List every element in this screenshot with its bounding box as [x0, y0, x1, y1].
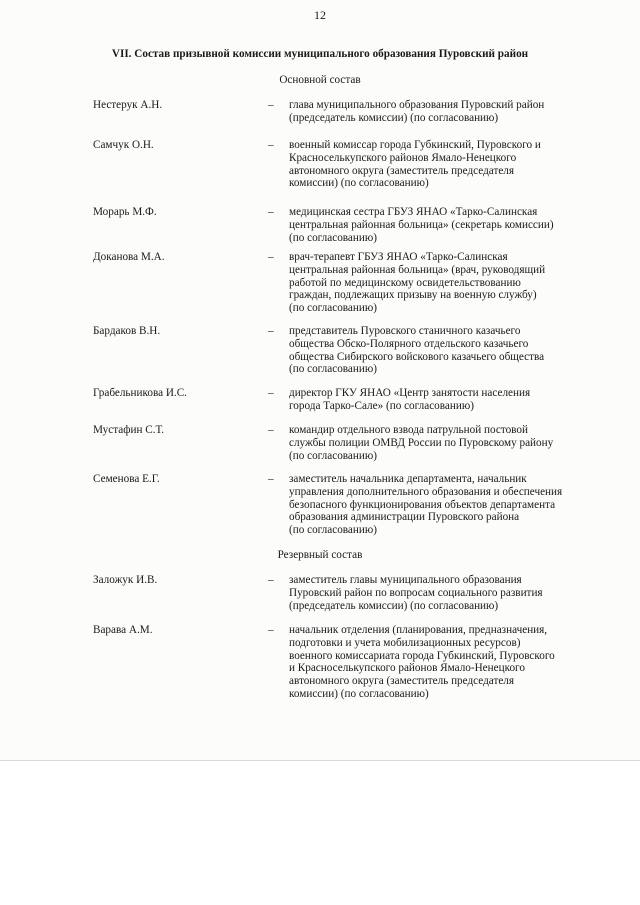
description-line: комиссии) (по согласованию)	[289, 177, 429, 190]
description-line: автономного округа (заместитель председателя	[289, 164, 515, 177]
member-description	[289, 251, 609, 315]
description-line: Пуровский район по вопросам социального развития	[289, 586, 543, 599]
description-line: командир отдельного взвода патрульной постовой	[289, 424, 528, 436]
member-name: Самчук О.Н.	[93, 139, 154, 151]
description-line: и Красноселькупского районов Ямало-Ненецкого	[289, 662, 525, 675]
member-dash: –	[268, 139, 274, 151]
member-name: Доканова М.А.	[93, 251, 165, 263]
description-line: военного комиссариата города Губкинский, Пуровского	[289, 649, 555, 662]
description-line: города Тарко-Сале» (по согласованию)	[289, 399, 474, 412]
description-line: (председатель комиссии) (по согласованию)	[289, 599, 499, 612]
description-line: заместитель начальника департамента, начальник	[289, 473, 527, 485]
description-line: центральная районная больница» (секретарь комиссии)	[289, 218, 554, 231]
member-dash: –	[268, 387, 274, 399]
member-description	[289, 99, 609, 125]
description-line: безопасного функционирования объектов департамента	[289, 498, 556, 511]
description-line: Красноселькупского районов Ямало-Ненецкого	[289, 151, 517, 164]
description-line: глава муниципального образования Пуровский район	[289, 99, 545, 111]
description-line: медицинская сестра ГБУЗ ЯНАО «Тарко-Салинская	[289, 206, 538, 218]
document-title: VII. Состав призывной комиссии муниципального образования Пуровский район	[111, 48, 529, 60]
member-dash: –	[268, 99, 274, 111]
description-line: граждан, подлежащих призыву на военную службу)	[289, 289, 537, 302]
description-line: военный комиссар города Губкинский, Пуровского и	[289, 139, 541, 151]
member-name: Грабельникова И.С.	[93, 387, 187, 399]
description-line: (по согласованию)	[289, 524, 377, 537]
description-line: начальник отделения (планирования, предназначения,	[289, 624, 548, 636]
description-line: службы полиции ОМВД России по Пуровскому району	[289, 436, 554, 449]
description-line: врач-терапевт ГБУЗ ЯНАО «Тарко-Салинская	[289, 251, 508, 263]
member-dash: –	[268, 325, 274, 337]
member-description	[289, 206, 609, 244]
member-name: Заложук И.В.	[93, 574, 158, 586]
member-description	[289, 624, 609, 701]
member-description	[289, 473, 609, 537]
description-line: (по согласованию)	[289, 302, 377, 315]
description-line: представитель Пуровского станичного казачьего	[289, 325, 521, 337]
description-line: комиссии) (по согласованию)	[289, 687, 429, 700]
description-line: (председатель комиссии) (по согласованию)	[289, 111, 499, 124]
member-dash: –	[268, 624, 274, 636]
description-line: подготовки и учета мобилизационных ресурсов)	[289, 636, 521, 649]
member-description	[289, 387, 609, 413]
description-line: (по согласованию)	[289, 231, 377, 244]
member-name: Морарь М.Ф.	[93, 206, 157, 218]
member-name: Семенова Е.Г.	[93, 473, 160, 485]
description-line: общества Сибирского войскового казачьего общества	[289, 350, 545, 363]
member-description	[289, 424, 609, 462]
member-dash: –	[268, 251, 274, 263]
member-name: Бардаков В.Н.	[93, 325, 161, 337]
description-line: управления дополнительного образования и обеспечения	[289, 485, 563, 498]
description-line: заместитель главы муниципального образования	[289, 574, 522, 586]
member-dash: –	[268, 206, 274, 218]
description-line: (по согласованию)	[289, 363, 377, 376]
member-description	[289, 574, 609, 612]
description-line: образования администрации Пуровского района	[289, 511, 520, 524]
description-line: (по согласованию)	[289, 449, 377, 462]
description-line: общества Обско-Полярного отдельского казачьего	[289, 337, 529, 350]
section-heading-main: Основной состав	[279, 74, 361, 86]
member-dash: –	[268, 574, 274, 586]
member-description	[289, 139, 609, 190]
description-line: работой по медицинскому освидетельствованию	[289, 276, 521, 289]
member-description	[289, 325, 609, 376]
description-line: директор ГКУ ЯНАО «Центр занятости населения	[289, 387, 531, 399]
page-number: 12	[314, 8, 326, 22]
member-name: Нестерук А.Н.	[93, 99, 163, 111]
member-dash: –	[268, 473, 274, 485]
member-name: Варава А.М.	[93, 624, 153, 636]
section-heading-reserve: Резервный состав	[277, 549, 363, 561]
description-line: автономного округа (заместитель председателя	[289, 675, 515, 688]
description-line: центральная районная больница» (врач, руководящий	[289, 263, 546, 276]
member-name: Мустафин С.Т.	[93, 424, 165, 436]
member-dash: –	[268, 424, 274, 436]
